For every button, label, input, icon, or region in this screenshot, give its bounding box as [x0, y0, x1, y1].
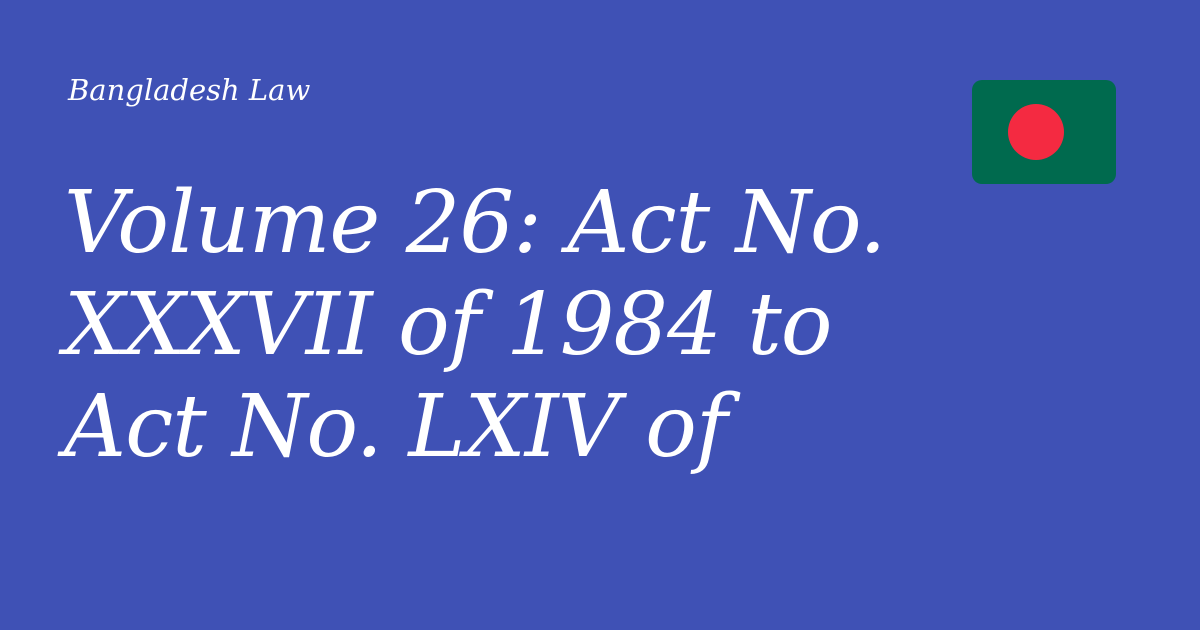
- flag-sun: [1008, 104, 1064, 160]
- site-name: Bangladesh Law: [68, 73, 311, 107]
- title-line-3: Act No. LXIV of: [64, 377, 727, 477]
- title-line-1: Volume 26: Act No.: [64, 173, 886, 273]
- title-line-2: XXXVII of 1984 to: [64, 275, 832, 375]
- bangladesh-flag-icon: [972, 80, 1116, 184]
- page-title: [64, 172, 924, 478]
